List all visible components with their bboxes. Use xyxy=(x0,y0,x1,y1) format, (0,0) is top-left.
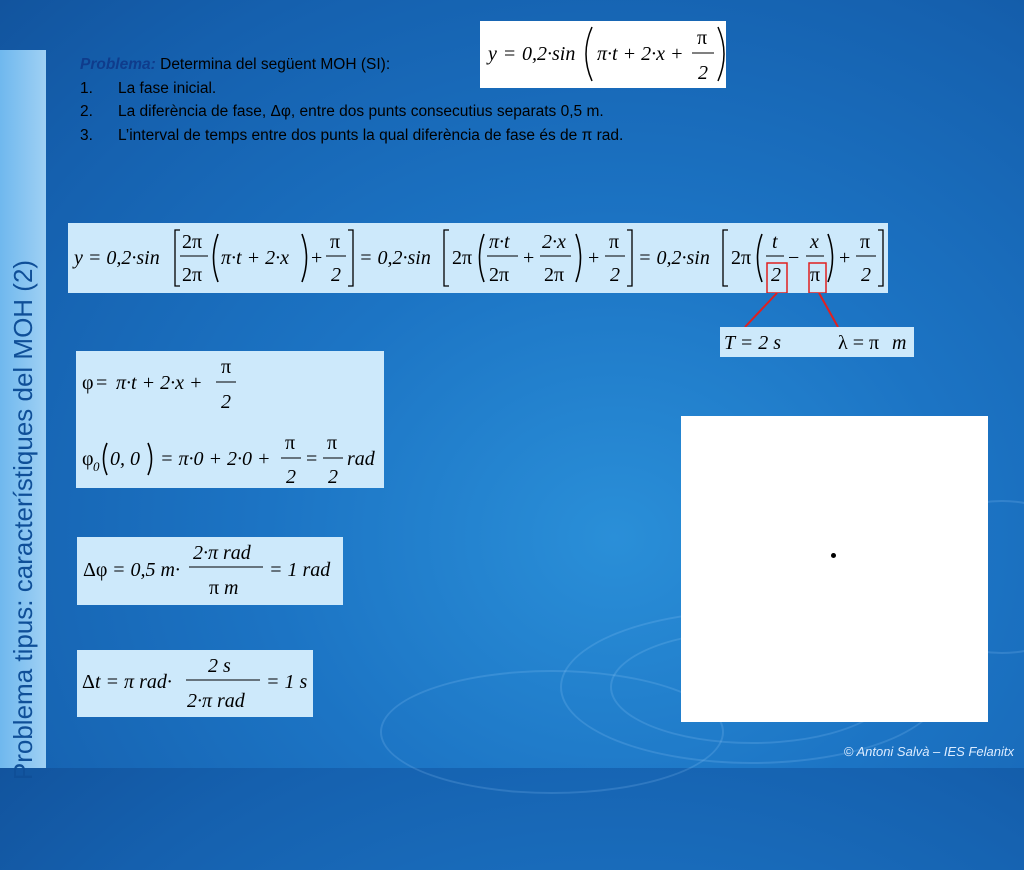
list-item: 3. L’interval de temps entre dos punts la qual diferència de fase és de π rad. xyxy=(80,126,624,144)
footer-credit: © Antoni Salvà – IES Felanitx xyxy=(843,744,1014,759)
animation-frame xyxy=(681,416,988,722)
svg-text:π: π xyxy=(285,432,296,454)
svg-text:= 0,2·sin: = 0,2·sin xyxy=(359,247,431,269)
svg-text:2π: 2π xyxy=(452,247,473,269)
svg-text:2: 2 xyxy=(286,466,296,488)
svg-text:2 s: 2 s xyxy=(208,655,231,677)
expansion-equation-box xyxy=(68,223,888,293)
svg-text:π: π xyxy=(860,231,871,253)
svg-text:t: t xyxy=(772,231,778,253)
svg-text:+: + xyxy=(588,247,600,269)
svg-text:π·t + 2·x +: π·t + 2·x + xyxy=(597,43,684,65)
svg-text:2π: 2π xyxy=(731,247,752,269)
list-item: 2. La diferència de fase, Δφ, entre dos punts consecutius separats 0,5 m. xyxy=(80,103,604,120)
svg-text:+: + xyxy=(311,247,323,269)
phase-difference-box xyxy=(77,537,343,605)
title-sidebar xyxy=(0,50,46,781)
svg-text:2·π rad: 2·π rad xyxy=(193,542,251,564)
svg-text:−: − xyxy=(788,247,800,269)
background-ripple xyxy=(380,670,724,794)
svg-text:2: 2 xyxy=(698,62,708,84)
svg-text:t = π rad·: t = π rad· xyxy=(95,671,172,693)
svg-text:φ: φ xyxy=(82,448,94,470)
svg-text:π·t: π·t xyxy=(489,231,510,253)
svg-text:π: π xyxy=(327,432,338,454)
svg-text:2: 2 xyxy=(331,264,341,286)
svg-text:π: π xyxy=(221,356,232,378)
svg-text:m: m xyxy=(892,332,907,354)
period-wavelength-box xyxy=(720,327,914,357)
svg-text:2π: 2π xyxy=(544,264,565,286)
svg-text:π: π xyxy=(697,27,708,49)
svg-text:π: π xyxy=(810,264,821,286)
svg-text:2·π rad: 2·π rad xyxy=(187,690,245,712)
svg-text:π: π xyxy=(330,231,341,253)
svg-text:π·t + 2·x +: π·t + 2·x + xyxy=(116,372,203,394)
svg-text:0: 0 xyxy=(93,459,100,474)
svg-text:λ = π: λ = π xyxy=(838,332,880,354)
svg-text:2·x: 2·x xyxy=(542,231,566,253)
svg-text:φ: φ xyxy=(82,372,94,394)
wave-equation-box xyxy=(480,21,726,88)
svg-text:= 0,5 m·: = 0,5 m· xyxy=(112,559,180,581)
svg-text:+: + xyxy=(839,247,851,269)
svg-text:= π·0 + 2·0 +: = π·0 + 2·0 + xyxy=(160,448,271,470)
svg-text:Δφ: Δφ xyxy=(83,559,108,581)
pointer-lines xyxy=(740,285,850,330)
svg-text:=: = xyxy=(96,372,108,394)
svg-text:0,2·sin: 0,2·sin xyxy=(522,43,576,65)
svg-text:2: 2 xyxy=(861,264,871,286)
svg-text:2: 2 xyxy=(221,391,231,413)
svg-text:rad: rad xyxy=(347,448,375,470)
svg-text:+: + xyxy=(523,247,535,269)
svg-text:π·t + 2·x: π·t + 2·x xyxy=(221,247,289,269)
svg-text:2: 2 xyxy=(328,466,338,488)
svg-text:2π: 2π xyxy=(489,264,510,286)
svg-text:π: π xyxy=(609,231,620,253)
svg-text:2: 2 xyxy=(610,264,620,286)
svg-text:m: m xyxy=(224,577,239,599)
svg-text:y: y xyxy=(488,43,497,65)
svg-text:=: = xyxy=(306,448,318,470)
svg-text:0, 0: 0, 0 xyxy=(110,448,140,470)
svg-text:y = 0,2·sin: y = 0,2·sin xyxy=(74,247,160,269)
svg-text:π: π xyxy=(209,577,220,599)
slide-title: Problema tipus: característiques del MOH (2) xyxy=(8,259,38,781)
svg-text:=: = xyxy=(504,43,516,65)
svg-text:2: 2 xyxy=(771,264,781,286)
time-interval-box xyxy=(77,650,313,717)
svg-text:Δ: Δ xyxy=(82,671,95,693)
svg-text:2π: 2π xyxy=(182,264,203,286)
svg-text:= 1 rad: = 1 rad xyxy=(269,559,331,581)
svg-text:= 0,2·sin: = 0,2·sin xyxy=(638,247,710,269)
svg-text:x: x xyxy=(810,231,819,253)
svg-text:T = 2 s: T = 2 s xyxy=(724,332,782,354)
list-item: 1. La fase inicial. xyxy=(80,79,217,97)
problem-heading: Problema: xyxy=(80,56,156,73)
problem-text: Determina del següent MOH (SI): xyxy=(155,56,391,73)
svg-text:2π: 2π xyxy=(182,231,203,253)
oscillating-dot xyxy=(831,553,836,558)
initial-phase-box xyxy=(76,351,384,488)
svg-text:= 1 s: = 1 s xyxy=(266,671,308,693)
